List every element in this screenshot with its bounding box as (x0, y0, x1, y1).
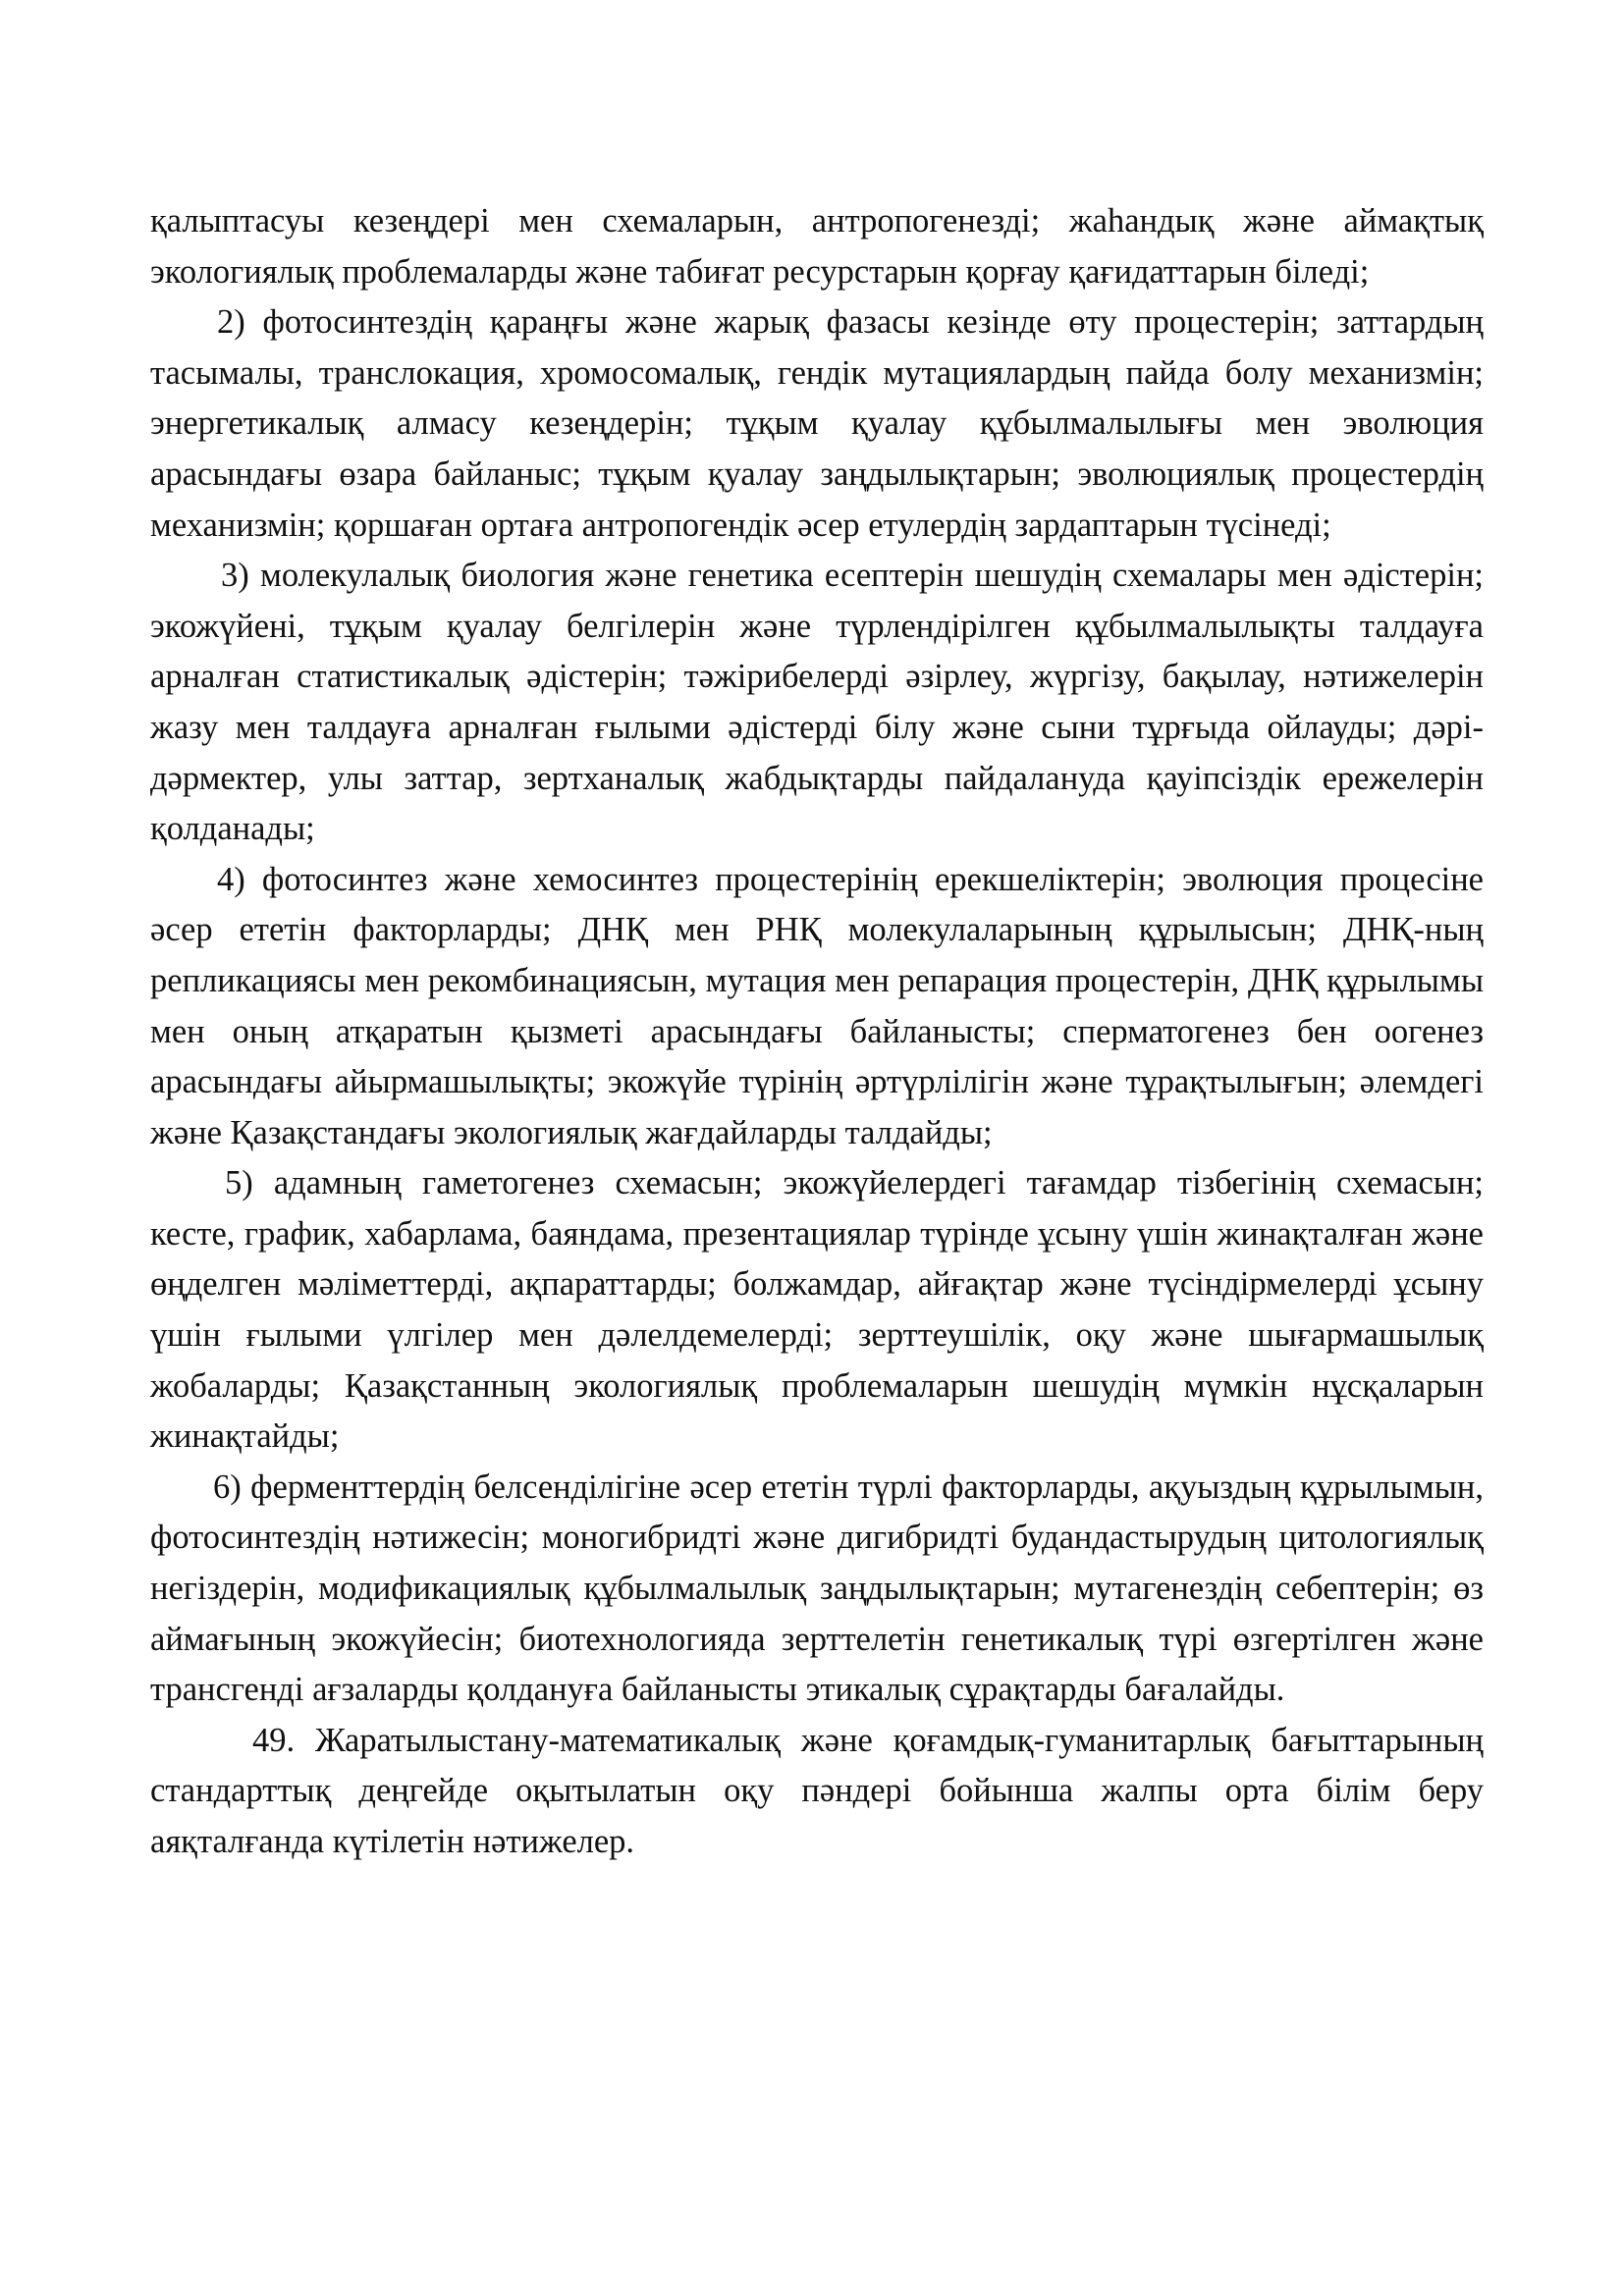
paragraph-continuation: қалыптасуы кезеңдері мен схемаларын, антропогенезді; жаһандық және аймақтық экологиялық проблемаларды және табиғат ресурстарын қорғау қағидаттарын біледі; (150, 202, 1484, 291)
section-49-paragraph: 49. Жаратылыстану-математикалық және қоғамдық-гуманитарлық бағыттарының стандарттық деңгейде оқытылатын оқу пәндері бойынша жалпы орта білім беру аяқталғанда күтілетін нәтижелер. (150, 1721, 1484, 1860)
list-item-2: 2) фотосинтездің қараңғы және жарық фазасы кезінде өту процестерін; заттардың тасымалы, транслокация, хромосомалық, гендік мутациялардың пайда болу механизмін; энергетикалық алмасу кезеңдерін; тұқым қуалау құбылмалылығы мен эволюция арасындағы өзара байланыс; тұқым қуалау заңдылықтарын; эволюциялық процестердің механизмін; қоршаған ортаға антропогендік әсер етулердің зардаптарын түсінеді; (150, 303, 1484, 544)
document-body (150, 196, 1484, 1868)
list-item-6: 6) ферменттердің белсенділігіне әсер ететін түрлі факторларды, ақуыздың құрылымын, фотосинтездің нәтижесін; моногибридті және дигибридті будандастырудың цитологиялық негіздерін, модификациялық құбылмалылық заңдылықтарын; мутагенездің себептерін; өз аймағының экожүйесін; биотехнологияда зерттелетін генетикалық түрі өзгертілген және трансгенді ағзаларды қолдануға байланысты этикалық сұрақтарды бағалайды. (150, 1468, 1484, 1709)
list-item-4: 4) фотосинтез және хемосинтез процестерінің ерекшеліктерін; эволюция процесіне әсер ететін факторларды; ДНҚ мен РНҚ молекулаларының құрылысын; ДНҚ-ның репликациясы мен рекомбинациясын, мутация мен репарация процестерін, ДНҚ құрылымы мен оның атқаратын қызметі арасындағы байланысты; сперматогенез бен оогенез арасындағы айырмашылықты; экожүйе түрінің әртүрлілігін және тұрақтылығын; әлемдегі және Қазақстандағы экологиялық жағдайларды талдайды; (150, 860, 1484, 1151)
list-item-5: 5) адамның гаметогенез схемасын; экожүйелердегі тағамдар тізбегінің схемасын; кесте, график, хабарлама, баяндама, презентациялар түрінде ұсыну үшін жинақталған және өңделген мәліметтерді, ақпараттарды; болжамдар, айғақтар және түсіндірмелерді ұсыну үшін ғылыми үлгілер мен дәлелдемелерді; зерттеушілік, оқу және шығармашылық жобаларды; Қазақстанның экологиялық проблемаларын шешудің мүмкін нұсқаларын жинақтайды; (150, 1164, 1484, 1456)
list-item-3: 3) молекулалық биология және генетика есептерін шешудің схемалары мен әдістерін; экожүйені, тұқым қуалау белгілерін және түрлендірілген құбылмалылықты талдауға арналған статистикалық әдістерін; тәжірибелерді әзірлеу, жүргізу, бақылау, нәтижелерін жазу мен талдауға арналған ғылыми әдістерді білу және сыни тұрғыда ойлауды; дәрі-дәрмектер, улы заттар, зертханалық жабдықтарды пайдалануда қауіпсіздік ережелерін қолданады; (150, 557, 1484, 848)
